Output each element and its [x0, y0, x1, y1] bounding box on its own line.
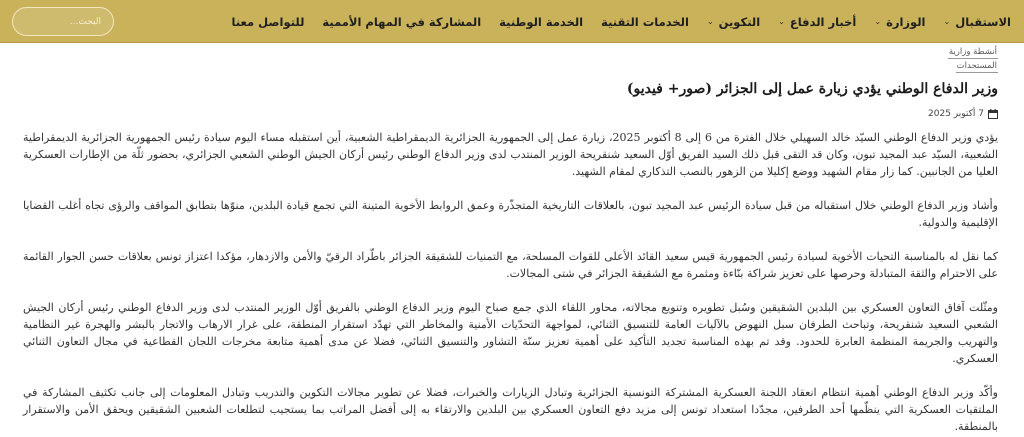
chevron-down-icon: ⌄: [706, 17, 714, 26]
chevron-down-icon: ⌄: [874, 17, 882, 26]
menu-item-training[interactable]: [698, 15, 769, 29]
calendar-icon: [988, 109, 998, 119]
search-input[interactable]: [25, 17, 101, 27]
menu-item-label: للتواصل معنا: [231, 14, 305, 29]
category-link-ministerial-activities[interactable]: أنشطة وزارية: [948, 47, 997, 57]
menu-item-label: الخدمة الوطنية: [499, 14, 584, 29]
menu-item-reception[interactable]: [935, 15, 1020, 29]
menu-item-label: أخبار الدفاع: [789, 14, 857, 29]
top-navigation-bar: [0, 0, 1024, 43]
chevron-down-icon: ⌄: [943, 17, 951, 26]
article-paragraph: يؤدي وزير الدفاع الوطني السيّد خالد السهيلي خلال الفترة من 6 إلى 8 أكتوبر 2025، زيارة عمل إلى الجمهورية الجزائرية الديمقراطية الشعبية، أين استقبله مساء اليوم سيادة رئيس الجمهورية الجزائرية الديمقراطية الشعبية، السيّد عبد المجيد تبون، وكان قد التقى قبل ذلك السيد الفريق أوّل السعيد شنقريحة الوزير المنتدب لدى وزير الدفاع الوطني رئيس أركان الجيش الوطني الشعبي الجزائري، بحضور ثلّة من الإطارات العسكرية العليا من الجانبين. كما زار مقام الشهيد ووضع إكليلا من الزهور بالنصب التذكاري لمقام الشهيد.: [23, 131, 999, 178]
article-body: [23, 129, 998, 435]
article-paragraph: وأكّد وزير الدفاع الوطني أهمية انتظام انعقاد اللجنة العسكرية المشتركة التونسية الجزائرية وتبادل الزيارات والخبرات، فضلا عن تطوير مجالات التكوين والتدريب وتبادل المعلومات إلى جانب تكثيف المشاركة في الملتقيات العسكرية التي ينظّمها أحد الطرفين، مجدّدا استعداد تونس إلى مزيد دفع التعاون العسكري بين البلدين والارتقاء به إلى أفضل المراتب بما يستجيب لتطلعات الشعبين الشقيقين ويحقق الأمن والاستقرار بالمنطقة.: [23, 386, 998, 433]
article: [23, 43, 998, 437]
chevron-down-icon: ⌄: [778, 17, 785, 26]
menu-item-national-service[interactable]: [490, 15, 592, 29]
menu-item-technical-services[interactable]: [592, 15, 698, 29]
menu-item-label: الخدمات التقنية: [601, 14, 689, 29]
menu-item-un-missions[interactable]: [313, 15, 490, 29]
category-tags: [23, 60, 998, 73]
menu-item-label: المشاركة في المهام الأممية: [322, 14, 482, 29]
menu-item-label: الوزارة: [886, 14, 926, 29]
main-menu: [223, 0, 1020, 43]
menu-item-label: التكوين: [718, 14, 761, 29]
category-tags: [23, 46, 998, 59]
menu-item-defense-news[interactable]: [769, 15, 865, 29]
menu-item-ministry[interactable]: [865, 15, 934, 29]
article-title: وزير الدفاع الوطني يؤدي زيارة عمل إلى الجزائر (صور+ فيديو): [626, 81, 998, 97]
article-date: 7 أكتوبر 2025: [928, 109, 984, 119]
menu-item-contact-us[interactable]: [223, 15, 314, 29]
search-box: [12, 7, 114, 36]
article-paragraph: ومثّلت آفاق التعاون العسكري بين البلدين الشقيقين وسُبل تطويره وتنويع مجالاته، محاور اللقاء الذي جمع صباح اليوم وزير الدفاع الوطني بالفريق أوّل الوزير المنتدب لدى وزير الدفاع الوطني رئيس أركان الجيش الشعبي السعيد شنقريحة، وتباحث الطرفان سبل النهوض بالآليات العامة للتنسيق الثنائي، لمواجهة التحدّيات الأمنية والمخاطر التي تهدّد استقرار المنطقة، على غرار الارهاب والاتجار بالبشر والهجرة غير النظامية والتهريب والجريمة المنظمة العابرة للحدود. وقد تم بهذه المناسبة تجديد التأكيد على أهمية تعزيز سنّة التشاور والتنسيق الثنائي، فضلا عن مدى أهمية متابعة مخرجات اللجان القطاعية في مجال التعاون الثنائي العسكري.: [23, 301, 998, 365]
article-paragraph: كما نقل له بالمناسبة التحيات الأخوية لسيادة رئيس الجمهورية قيس سعيد القائد الأعلى للقوات المسلحة، مع التمنيات للشقيقة الجزائر باطّراد الرقيّ والأمن والازدهار، مؤكدا اعتزاز تونس بعلاقات حسن الجوار القائمة على الاحترام والثقة المتبادلة وحرصها على تعزيز شراكة بنّاءة ومثمرة مع الشقيقة الجزائر في شتى المجالات.: [23, 250, 998, 280]
article-paragraph: وأشاد وزير الدفاع الوطني خلال استقباله من قبل سيادة الرئيس عبد المجيد تبون، بالعلاقات التاريخية المتجذّرة وعمق الروابط الأخوية المتينة التي تجمع قيادة البلدين، منوّها بتطابق المواقف والرؤى تجاه أغلب القضايا الإقليمية والدولية.: [23, 199, 998, 229]
category-link-updates[interactable]: المستجدات: [956, 61, 997, 71]
menu-item-label: الاستقبال: [955, 14, 1011, 29]
article-date-row: [23, 107, 998, 121]
